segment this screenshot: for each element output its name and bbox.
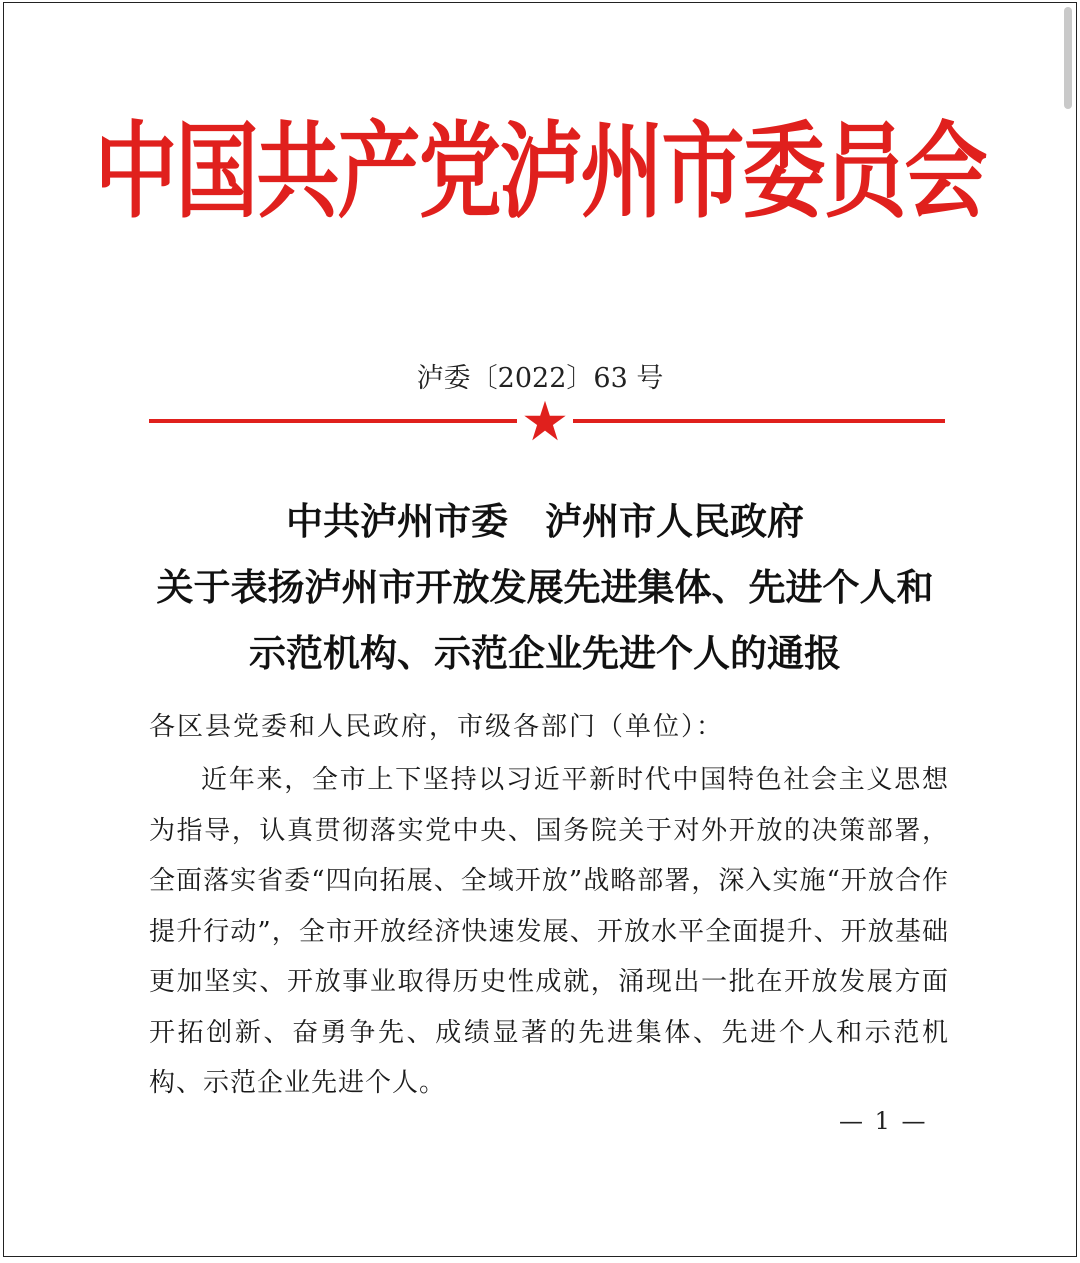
scrollbar-thumb[interactable] (1064, 7, 1072, 109)
body-paragraph: 近年来，全市上下坚持以习近平新时代中国特色社会主义思想为指导，认真贯彻落实党中央、国务院关于对外开放的决策部署，全面落实省委“四向拓展、全域开放”战略部署，深入实施“开放合作提升行动”，全市开放经济快速发展、开放水平全面提升、开放基础更加坚实、开放事业取得历史性成就，涌现出一批在开放发展方面开拓创新、奋勇争先、成绩显著的先进集体、先进个人和示范机构、示范企业先进个人。 (149, 765, 949, 1098)
notice-title-line-1: 中共泸州市委 泸州市人民政府 (286, 499, 804, 543)
notice-title-line-3: 示范机构、示范企业先进个人的通报 (249, 631, 841, 675)
star-icon (523, 399, 567, 443)
document-page (3, 2, 1077, 1257)
red-rule-left (149, 419, 517, 423)
addressee: 各区县党委和人民政府，市级各部门（单位）： (149, 712, 725, 742)
document-number: 泸委〔2022〕63 号 (416, 363, 664, 394)
notice-title-line-2: 关于表扬泸州市开放发展先进集体、先进个人和 (156, 565, 934, 609)
red-rule-right (573, 419, 945, 423)
letterhead-title: 中国共产党泸州市委员会 (94, 111, 986, 233)
page-number: — 1 — (839, 1107, 928, 1135)
